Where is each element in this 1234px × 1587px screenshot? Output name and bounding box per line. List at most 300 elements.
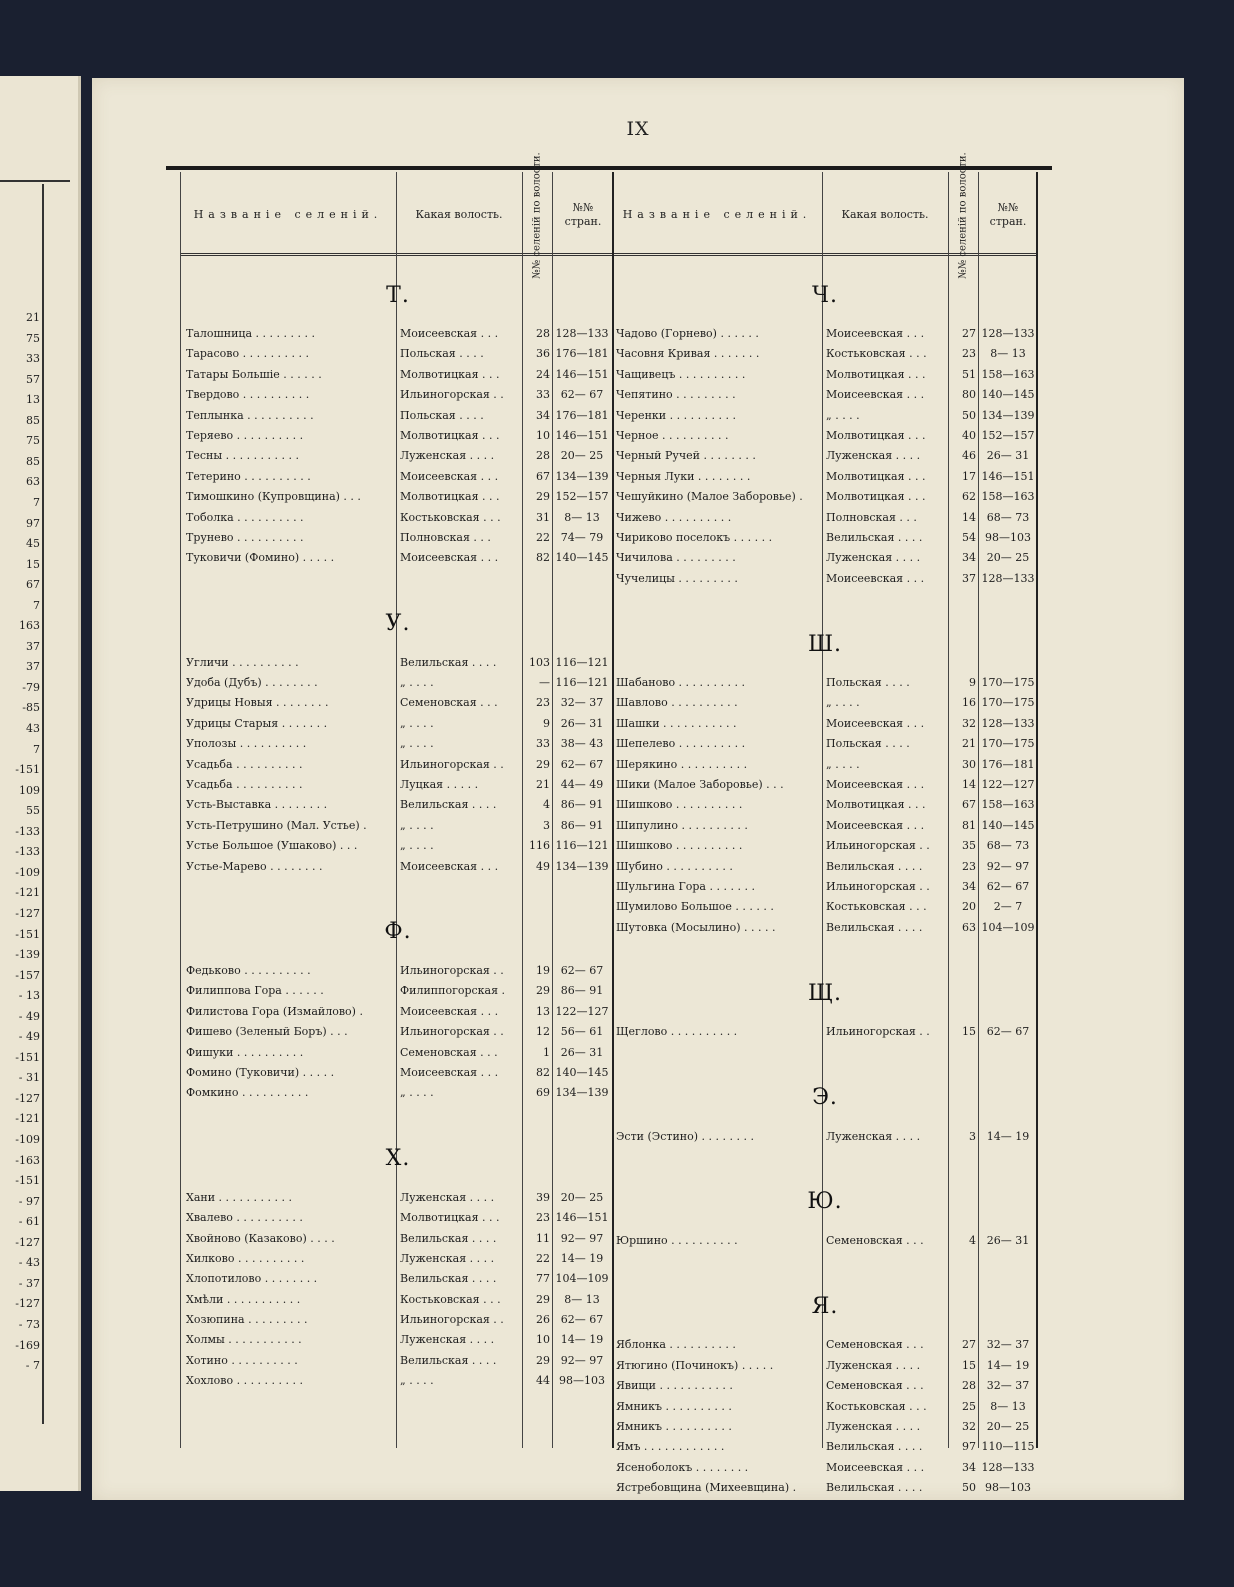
village-number: 27: [962, 327, 976, 340]
index-row: [616, 1376, 1034, 1396]
volost-name: Моисеевская . . .: [826, 571, 925, 585]
volost-name: Семеновская . . .: [400, 696, 498, 710]
village-name: Тарасово . . . . . . . . . .: [186, 347, 310, 361]
index-row: [616, 795, 1034, 815]
index-row: [616, 385, 1034, 405]
village-name: Ясеноболокъ . . . . . . . .: [616, 1460, 749, 1474]
index-row: [616, 1356, 1034, 1376]
volost-name: Молвотицкая . . .: [400, 428, 500, 442]
page-range: 26— 31: [986, 1233, 1030, 1247]
left-page-fragment: -151: [15, 764, 40, 777]
header-volost: Какая волость.: [841, 208, 929, 221]
left-page-fragment: - 73: [18, 1318, 40, 1331]
section-letter: У.: [385, 611, 411, 637]
page-range: 26— 31: [560, 716, 604, 730]
left-page-edge: [0, 76, 81, 1491]
left-page-fragment: -151: [15, 1175, 40, 1188]
left-page-fragment: - 43: [18, 1257, 40, 1270]
volost-name: Молвотицкая . . .: [826, 367, 926, 381]
left-page-fragment: 67: [26, 579, 40, 592]
volost-name: Костьковская . . .: [400, 1292, 501, 1306]
village-number: 4: [969, 1233, 976, 1247]
village-name: Эсти (Эстино) . . . . . . . .: [616, 1129, 754, 1143]
index-row: [186, 857, 610, 877]
village-number: 10: [536, 1333, 550, 1347]
village-number: 10: [536, 428, 550, 442]
page-range: 176—181: [555, 347, 609, 361]
page-range: 92— 97: [560, 1353, 604, 1367]
village-name: Хозюпина . . . . . . . . .: [186, 1313, 308, 1327]
index-row: [616, 1458, 1034, 1478]
index-row: [616, 569, 1034, 589]
volost-name: „ . . . .: [826, 696, 860, 710]
village-number: 32: [962, 716, 976, 730]
village-name: Фомино (Туковичи) . . . . .: [186, 1065, 335, 1079]
volost-name: Моисеевская . . .: [826, 818, 925, 832]
page-range: 38— 43: [560, 737, 604, 751]
village-number: 82: [536, 551, 550, 565]
volost-name: Молвотицкая . . .: [400, 1211, 500, 1225]
index-row: [186, 446, 610, 466]
volost-name: Семеновская . . .: [400, 1045, 498, 1059]
page-range: 146—151: [981, 469, 1035, 483]
left-page-fragment: 43: [26, 723, 40, 735]
volost-name: Моисеевская . . .: [400, 551, 499, 565]
index-row: [186, 1351, 610, 1371]
volost-name: Семеновская . . .: [826, 1338, 924, 1352]
village-name: Хлопотилово . . . . . . . .: [186, 1272, 318, 1286]
village-number: 22: [536, 530, 550, 544]
volost-name: Польская . . . .: [826, 737, 910, 751]
index-row: [616, 528, 1034, 548]
village-number: 49: [536, 859, 550, 873]
village-name: Чепятино . . . . . . . . .: [616, 388, 736, 402]
left-page-fragment: 75: [26, 332, 40, 345]
village-number: 39: [536, 1190, 550, 1204]
village-number: 25: [962, 1399, 976, 1413]
page-range: 74— 79: [560, 530, 604, 544]
left-page-fragment: 55: [26, 805, 40, 818]
village-name: Шумилово Большое . . . . . .: [616, 900, 774, 914]
village-number: 29: [536, 757, 550, 771]
village-name: Тимошкино (Купровщина) . . .: [186, 490, 361, 504]
left-page-fragment: 21: [26, 312, 40, 324]
village-name: Трунево . . . . . . . . . .: [186, 530, 304, 544]
village-name: Усадьба . . . . . . . . . .: [186, 757, 303, 771]
left-page-fragment: -169: [15, 1339, 40, 1352]
village-name: Филиппова Гора . . . . . .: [186, 984, 324, 998]
village-number: 17: [962, 469, 976, 483]
village-name: Фомкино . . . . . . . . . .: [186, 1086, 309, 1100]
village-name: Устье-Марево . . . . . . . .: [186, 859, 323, 873]
left-page-fragment: -127: [15, 1236, 40, 1249]
left-page-fragment: -127: [15, 1092, 40, 1105]
index-row: [616, 877, 1034, 897]
index-row: [186, 981, 610, 1001]
village-name: Туковичи (Фомино) . . . . .: [186, 551, 335, 565]
page-range: 122—127: [981, 778, 1035, 792]
page-range: 128—133: [981, 327, 1035, 340]
index-row: [616, 446, 1034, 466]
village-name: Чешуйкино (Малое Заборовье) .: [616, 490, 803, 504]
village-number: 32: [962, 1419, 976, 1433]
village-number: 23: [962, 347, 976, 361]
village-name: Ястребовщина (Михеевщина) .: [616, 1481, 797, 1495]
left-page-fragment: -151: [15, 1051, 40, 1064]
page-range: 32— 37: [986, 1379, 1030, 1393]
left-page-top-rule: [0, 180, 70, 182]
village-name: Ятюгино (Починокъ) . . . . .: [616, 1358, 774, 1372]
header-name: Названіе селеній.: [193, 208, 383, 221]
page-range: 170—175: [981, 737, 1035, 751]
volost-name: „ . . . .: [826, 408, 860, 422]
volost-name: Луженская . . . .: [400, 449, 495, 463]
village-name: Федьково . . . . . . . . . .: [186, 963, 311, 977]
page-range: 68— 73: [986, 839, 1030, 853]
village-name: Ямъ . . . . . . . . . . . .: [616, 1440, 725, 1454]
village-name: Уполозы . . . . . . . . . .: [186, 737, 307, 751]
village-number: —: [539, 676, 550, 690]
village-name: Чащивецъ . . . . . . . . . .: [616, 367, 746, 381]
page-range: 86— 91: [560, 818, 604, 832]
village-name: Чириково поселокъ . . . . . .: [616, 530, 773, 544]
village-number: 33: [536, 388, 550, 402]
village-number: 103: [529, 655, 550, 669]
index-row: [186, 653, 610, 673]
header-volost: Какая волость.: [415, 208, 503, 221]
page-range: 44— 49: [560, 778, 604, 792]
village-number: 21: [962, 737, 976, 751]
left-page-fragment: -79: [22, 681, 40, 694]
index-row: [186, 385, 610, 405]
volost-name: Молвотицкая . . .: [400, 367, 500, 381]
volost-name: Костьковская . . .: [826, 900, 927, 914]
village-name: Черенки . . . . . . . . . .: [616, 408, 737, 422]
page-range: 104—109: [981, 920, 1035, 934]
volost-name: Луженская . . . .: [826, 1129, 921, 1143]
village-number: 80: [962, 388, 976, 402]
column-rule: [180, 172, 181, 1448]
volost-name: Моисеевская . . .: [400, 469, 499, 483]
header-number: №№ селеній по волости.: [531, 151, 543, 279]
left-page-fragment: 85: [26, 414, 40, 427]
page-range: 20— 25: [986, 551, 1030, 565]
index-row: [186, 795, 610, 815]
page-range: 20— 25: [560, 1190, 604, 1204]
volost-name: Костьковская . . .: [826, 347, 927, 361]
left-page-fragment: 37: [26, 661, 40, 674]
page-range: 110—115: [981, 1440, 1035, 1454]
village-number: 77: [536, 1272, 550, 1286]
village-name: Черное . . . . . . . . . .: [616, 428, 729, 442]
index-row: [186, 1208, 610, 1228]
left-page-fragment: -121: [15, 1113, 40, 1126]
village-number: 28: [536, 449, 550, 463]
village-name: Чучелицы . . . . . . . . .: [616, 571, 738, 585]
volost-name: „ . . . .: [400, 839, 434, 853]
section-letter: Х.: [385, 1146, 411, 1172]
village-number: 9: [543, 716, 550, 730]
index-row: [186, 755, 610, 775]
volost-name: Ильиногорская . .: [826, 839, 930, 853]
village-name: Хотино . . . . . . . . . .: [186, 1353, 298, 1367]
index-row: [616, 426, 1034, 446]
village-number: 40: [962, 428, 976, 442]
column-rule: [612, 172, 614, 1448]
village-name: Чадово (Горнево) . . . . . .: [616, 327, 759, 340]
village-name: Часовня Кривая . . . . . . .: [616, 347, 760, 361]
village-number: 23: [962, 859, 976, 873]
volost-name: Велильская . . . .: [400, 1353, 497, 1367]
village-number: 20: [962, 900, 976, 914]
page-range: 8— 13: [990, 1399, 1026, 1413]
village-name: Хани . . . . . . . . . . .: [186, 1190, 292, 1204]
index-row: [616, 467, 1034, 487]
village-number: 35: [962, 839, 976, 853]
left-page-fragment: 7: [33, 599, 40, 612]
village-name: Фишуки . . . . . . . . . .: [186, 1045, 304, 1059]
index-row: [616, 548, 1034, 568]
village-number: 12: [536, 1025, 550, 1039]
volost-name: Луженская . . . .: [400, 1333, 495, 1347]
left-page-fragment: - 61: [18, 1216, 40, 1229]
page-range: 116—121: [555, 839, 609, 853]
section-letter: Щ.: [807, 980, 843, 1006]
page-range: 134—139: [981, 408, 1035, 422]
volost-name: Полновская . . .: [400, 530, 491, 544]
volost-name: Молвотицкая . . .: [826, 798, 926, 812]
index-row: [616, 324, 1034, 344]
page-range: 128—133: [981, 1460, 1035, 1474]
volost-name: Моисеевская . . .: [826, 778, 925, 792]
index-row: [186, 1188, 610, 1208]
volost-name: Луженская . . . .: [826, 449, 921, 463]
village-number: 28: [962, 1379, 976, 1393]
village-number: 4: [543, 798, 550, 812]
page-range: 128—133: [981, 716, 1035, 730]
village-name: Шульгина Гора . . . . . . .: [616, 879, 755, 893]
volost-name: „ . . . .: [400, 716, 434, 730]
village-name: Щеглово . . . . . . . . . .: [616, 1025, 738, 1039]
index-row: [186, 508, 610, 528]
left-page-fragment: - 7: [25, 1360, 40, 1373]
left-page-fragment: - 37: [18, 1277, 40, 1290]
village-name: Яблонка . . . . . . . . . .: [616, 1338, 736, 1352]
index-row: [616, 836, 1034, 856]
volost-name: Моисеевская . . .: [826, 388, 925, 402]
volost-name: Польская . . . .: [400, 408, 484, 422]
page-range: 122—127: [555, 1004, 609, 1018]
left-page-fragment: 75: [26, 435, 40, 448]
index-row: [186, 1269, 610, 1289]
left-page-fragment: -109: [15, 866, 40, 879]
page-range: 14— 19: [560, 1251, 604, 1265]
index-row: [616, 344, 1034, 364]
volost-name: Ильиногорская . .: [826, 879, 930, 893]
volost-name: Моисеевская . . .: [826, 716, 925, 730]
volost-name: Ильиногорская . .: [400, 1313, 504, 1327]
page-range: 170—175: [981, 676, 1035, 690]
village-number: 62: [962, 490, 976, 504]
left-page-fragment: 85: [26, 455, 40, 468]
volost-name: Велильская . . . .: [400, 655, 497, 669]
volost-name: Велильская . . . .: [400, 1231, 497, 1245]
village-name: Шерякино . . . . . . . . . .: [616, 757, 748, 771]
index-row: [186, 467, 610, 487]
section-letter: Ю.: [807, 1189, 843, 1215]
page-range: 128—133: [555, 327, 609, 340]
page-range: 146—151: [555, 428, 609, 442]
page-range: 128—133: [981, 571, 1035, 585]
header-name: Названіе селеній.: [622, 208, 812, 221]
page-range: 8— 13: [564, 1292, 600, 1306]
village-name: Шишково . . . . . . . . . .: [616, 839, 743, 853]
left-page-fragment: 15: [26, 558, 40, 571]
village-number: 29: [536, 984, 550, 998]
volost-name: Полновская . . .: [826, 510, 917, 524]
left-page-fragment: 109: [19, 784, 40, 797]
village-name: Филистова Гора (Измайлово) .: [186, 1004, 363, 1018]
index-row: [186, 1063, 610, 1083]
village-number: 81: [962, 818, 976, 832]
volost-name: Польская . . . .: [826, 676, 910, 690]
index-row: [186, 426, 610, 446]
volost-name: Молвотицкая . . .: [826, 490, 926, 504]
village-number: 26: [536, 1313, 550, 1327]
left-page-fragment: 7: [33, 743, 40, 756]
village-number: 50: [962, 408, 976, 422]
village-number: 27: [962, 1338, 976, 1352]
volost-name: Семеновская . . .: [826, 1233, 924, 1247]
index-row: [186, 734, 610, 754]
page-range: 62— 67: [986, 1025, 1030, 1039]
page-range: 170—175: [981, 696, 1035, 710]
left-page-fragment: -85: [22, 702, 40, 715]
index-row: [616, 693, 1034, 713]
village-name: Юршино . . . . . . . . . .: [616, 1233, 738, 1247]
left-page-fragment: 163: [19, 620, 40, 633]
page-range: 92— 97: [560, 1231, 604, 1245]
village-number: 14: [962, 778, 976, 792]
volost-name: „ . . . .: [400, 737, 434, 751]
village-name: Тоболка . . . . . . . . . .: [186, 510, 304, 524]
index-row: [186, 714, 610, 734]
village-name: Теряево . . . . . . . . . .: [186, 428, 304, 442]
volost-name: Велильская . . . .: [826, 1481, 923, 1495]
village-name: Шашки . . . . . . . . . . .: [616, 716, 737, 730]
page-range: 2— 7: [993, 900, 1023, 914]
page-range: 152—157: [555, 490, 609, 504]
village-number: 15: [962, 1025, 976, 1039]
volost-name: Молвотицкая . . .: [826, 469, 926, 483]
left-page-fragment: -133: [15, 825, 40, 838]
village-number: 11: [536, 1231, 550, 1245]
village-number: 24: [536, 367, 550, 381]
village-number: 37: [962, 571, 976, 585]
left-page-fragment: - 49: [18, 1010, 40, 1023]
village-name: Хвалево . . . . . . . . . .: [186, 1211, 303, 1225]
village-name: Чижево . . . . . . . . . .: [616, 510, 732, 524]
village-number: 67: [536, 469, 550, 483]
village-name: Хилково . . . . . . . . . .: [186, 1251, 305, 1265]
village-name: Угличи . . . . . . . . . .: [186, 655, 299, 669]
volost-name: Велильская . . . .: [400, 1272, 497, 1286]
page-range: 116—121: [555, 676, 609, 690]
index-table: [166, 151, 1052, 1495]
page-range: 98—103: [559, 1374, 605, 1388]
village-number: 16: [962, 696, 976, 710]
table-top-rule: [166, 166, 1052, 170]
left-page-fragment: -109: [15, 1134, 40, 1146]
page-range: 116—121: [555, 655, 609, 669]
index-row: [186, 1249, 610, 1269]
village-number: 22: [536, 1251, 550, 1265]
index-row: [186, 775, 610, 795]
page-range: 62— 67: [560, 757, 604, 771]
volost-name: Луженская . . . .: [400, 1190, 495, 1204]
village-name: Хмѣли . . . . . . . . . . .: [186, 1292, 301, 1306]
village-name: Черныя Луки . . . . . . . .: [616, 469, 751, 483]
volost-name: Велильская . . . .: [826, 530, 923, 544]
village-name: Чичилова . . . . . . . . .: [616, 551, 736, 565]
page-range: 158—163: [981, 798, 1035, 812]
village-number: 97: [962, 1440, 976, 1454]
village-name: Шутовка (Мосылино) . . . . .: [616, 920, 776, 934]
page-range: 140—145: [981, 388, 1035, 402]
index-row: [186, 528, 610, 548]
village-name: Явищи . . . . . . . . . . .: [616, 1379, 733, 1393]
village-number: 54: [962, 530, 976, 544]
index-row: [186, 836, 610, 856]
village-name: Твердово . . . . . . . . . .: [186, 388, 310, 402]
village-name: Фишево (Зеленый Боръ) . . .: [186, 1025, 348, 1039]
village-number: 21: [536, 778, 550, 792]
index-row: [186, 816, 610, 836]
volost-name: Ильиногорская . .: [400, 963, 504, 977]
page-range: 68— 73: [986, 510, 1030, 524]
village-number: 13: [536, 1004, 550, 1018]
index-row: [186, 1371, 610, 1391]
village-number: 44: [536, 1374, 550, 1388]
section-letter: Ф.: [384, 919, 412, 945]
volost-name: „ . . . .: [400, 1086, 434, 1100]
village-name: Теплынка . . . . . . . . . .: [186, 408, 314, 422]
volost-name: Луженская . . . .: [826, 1419, 921, 1433]
volost-name: Моисеевская . . .: [400, 327, 499, 340]
volost-name: Филиппогорская .: [400, 984, 506, 998]
header-number: №№ селеній по волости.: [957, 151, 969, 279]
page-range: 20— 25: [560, 449, 604, 463]
village-number: 31: [536, 510, 550, 524]
index-row: [616, 857, 1034, 877]
volost-name: Семеновская . . .: [826, 1379, 924, 1393]
left-page-fragment: 97: [26, 517, 40, 530]
index-row: [186, 406, 610, 426]
index-row: [186, 1022, 610, 1042]
village-name: Ямникъ . . . . . . . . . .: [616, 1419, 732, 1433]
volost-name: Луженская . . . .: [826, 1358, 921, 1372]
page-range: 134—139: [555, 469, 609, 483]
index-row: [616, 897, 1034, 917]
section-letter: Ш.: [807, 631, 843, 657]
left-page-fragment: -127: [15, 1298, 40, 1311]
index-row: [186, 1229, 610, 1249]
village-name: Ямникъ . . . . . . . . . .: [616, 1399, 732, 1413]
village-name: Хохлово . . . . . . . . . .: [186, 1374, 304, 1388]
village-number: 19: [536, 963, 550, 977]
column-rule: [1036, 172, 1038, 1448]
header-bottom-rule: [180, 253, 1036, 256]
